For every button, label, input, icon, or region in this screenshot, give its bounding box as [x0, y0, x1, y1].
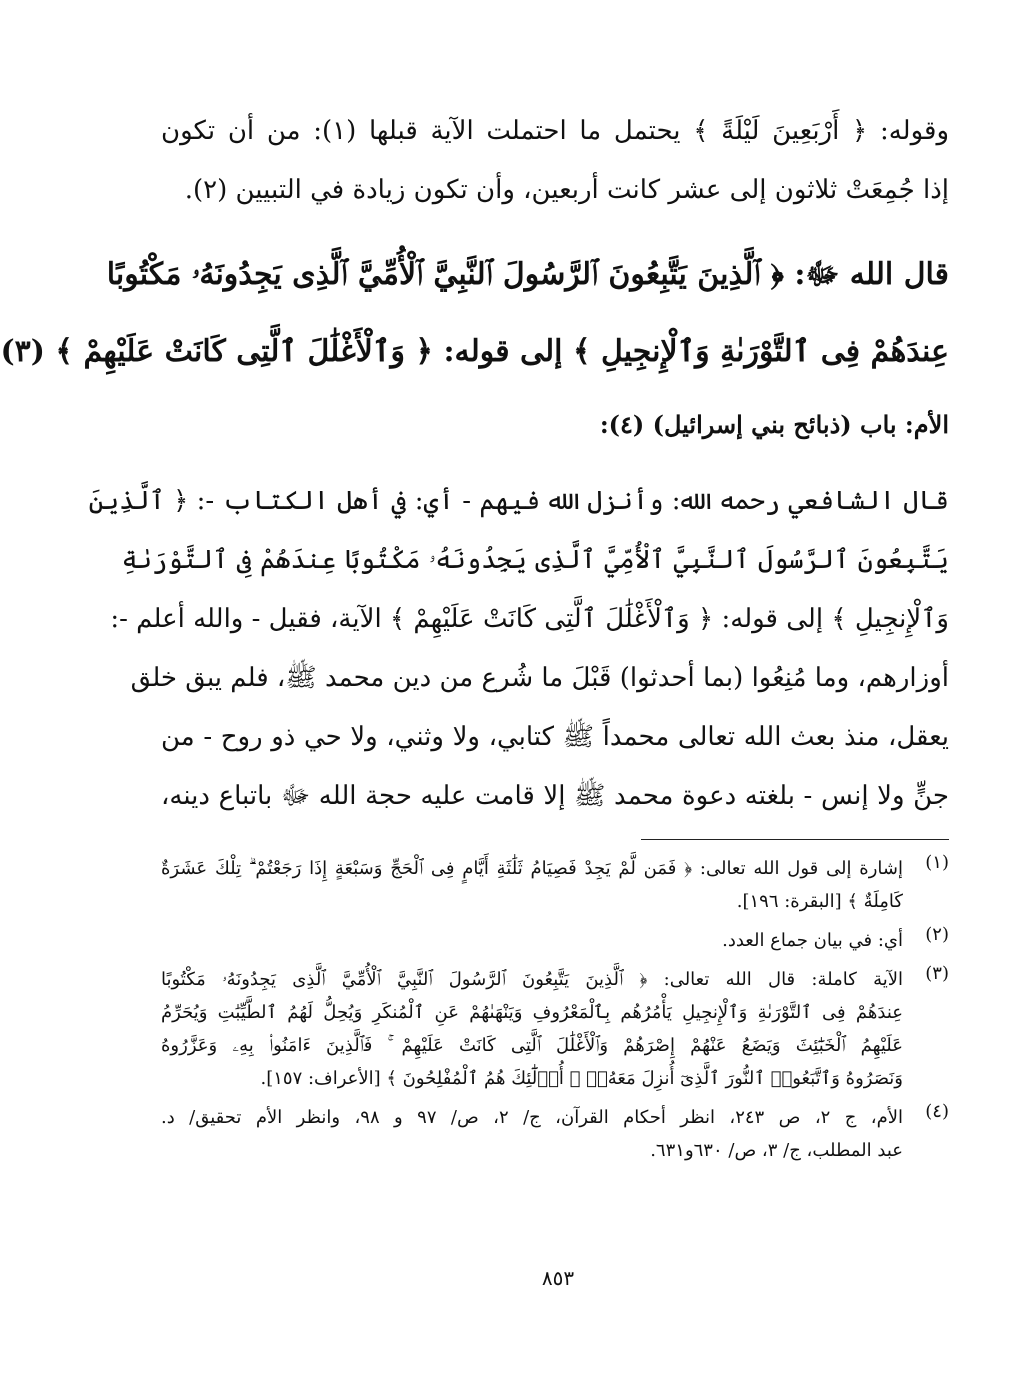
footnotes — [161, 852, 949, 1167]
section-heading — [161, 398, 949, 452]
footnote-line: عِندَهُمْ فِى ٱلتَّوْرَىٰةِ وَٱلْإِنجِيلِ يَأْمُرُهُم بِٱلْمَعْرُوفِ وَيَنْهَىٰهُمْ عَنِ ٱلْمُنكَرِ وَيُحِلُّ لَهُمُ ٱلطَّيِّبَٰتِ وَيُحَرِّمُ — [161, 1002, 903, 1023]
footnote-number: (٣) — [925, 963, 949, 984]
footnote-2 — [161, 924, 949, 957]
text-line: إذا جُمِعَتْ ثلاثون إلى عشر كانت أربعين، وأن تكون زيادة في التبيين (٢). — [184, 175, 949, 205]
text-line: يَتَّبِعُونَ ٱلرَّسُولَ ٱلنَّبِيَّ ٱلْأُمِّيَّ ٱلَّذِى يَجِدُونَهُۥ مَكْتُوبًا عِندَهُمْ فِى ٱلتَّوْرَىٰةِ — [121, 545, 949, 575]
quoted-verse — [0, 236, 949, 390]
text-line: وقوله: ﴿ أَرْبَعِينَ لَيْلَةً ﴾ يحتمل ما احتملت الآية قبلها (١): من أن تكون — [161, 116, 949, 146]
heading-line: الأم: باب (ذبائح بني إسرائيل) (٤): — [599, 410, 949, 439]
paragraph-forty-nights — [161, 102, 949, 220]
footnote-number: (٤) — [925, 1101, 949, 1122]
text-line: يعقل، منذ بعث الله تعالى محمداً ﷺ كتابي، ولا وثني، ولا حي ذو روح - من — [161, 722, 949, 752]
verse-line: قال الله ﷻ: ﴿ ٱلَّذِينَ يَتَّبِعُونَ ٱلرَّسُولَ ٱلنَّبِيَّ ٱلْأُمِّيَّ ٱلَّذِى يَجِدُونَهُۥ مَكْتُوبًا — [106, 257, 949, 292]
page-number: ٨٥٣ — [541, 1266, 575, 1290]
footnote-line: عبد المطلب، ج/ ٣، ص/ ٦٣٠و٦٣١. — [650, 1140, 903, 1161]
footnote-line: أي: في بيان جماع العدد. — [722, 930, 903, 951]
text-line: قال الشافعي رحمه الله: وأنزل الله فيهم - أي: في أهل الكتاب -: ﴿ ٱلَّذِينَ — [88, 486, 949, 516]
footnote-number: (٢) — [925, 924, 949, 945]
footnote-line: كَامِلَةٌ ﴾ [البقرة: ١٩٦]. — [736, 891, 903, 912]
text-line: وَٱلْإِنجِيلِ ﴾ إلى قوله: ﴿ وَٱلْأَغْلَٰلَ ٱلَّتِى كَانَتْ عَلَيْهِمْ ﴾ الآية، فقيل - والله أعلم -: — [110, 604, 949, 634]
footnote-4 — [161, 1101, 949, 1167]
footnote-line: الأم، ج ٢، ص ٢٤٣، انظر أحكام القرآن، ج/ ٢، ص/ ٩٧ و ٩٨، وانظر الأم تحقيق/ د. — [161, 1107, 903, 1128]
main-text — [0, 102, 949, 826]
footnote-line: إشارة إلى قول الله تعالى: ﴿ فَمَن لَّمْ يَجِدْ فَصِيَامُ ثَلَٰثَةِ أَيَّامٍ فِى ٱلْحَجِّ وَسَبْعَةٍ إِذَا رَجَعْتُمْ ۗ تِلْكَ عَشَرَةٌ — [161, 858, 903, 879]
footnote-separator — [641, 839, 949, 840]
footnote-3 — [161, 963, 949, 1095]
footnote-1 — [161, 852, 949, 918]
footnote-line: عَلَيْهِمُ ٱلْخَبَٰٓئِثَ وَيَضَعُ عَنْهُمْ إِصْرَهُمْ وَٱلْأَغْلَٰلَ ٱلَّتِى كَانَتْ عَلَيْهِمْ ۚ فَٱلَّذِينَ ءَامَنُوا۟ بِهِۦ وَعَزَّرُوهُ — [161, 1035, 903, 1056]
footnote-line: وَنَصَرُوهُ وَٱتَّبَعُوا۟ ٱلنُّورَ ٱلَّذِىٓ أُنزِلَ مَعَهُۥٓ ۙ أُو۟لَٰٓئِكَ هُمُ ٱلْمُفْلِحُونَ ﴾ [الأعراف: ١٥٧]. — [260, 1068, 903, 1089]
footnote-line: الآية كاملة: قال الله تعالى: ﴿ ٱلَّذِينَ يَتَّبِعُونَ ٱلرَّسُولَ ٱلنَّبِيَّ ٱلْأُمِّيَّ ٱلَّذِى يَجِدُونَهُۥ مَكْتُوبًا — [161, 969, 903, 990]
verse-line: عِندَهُمْ فِى ٱلتَّوْرَىٰةِ وَٱلْإِنجِيلِ ﴾ إلى قوله: ﴿ وَٱلْأَغْلَٰلَ ٱلَّتِى كَانَتْ عَلَيْهِمْ ﴾ (٣) — [0, 334, 949, 369]
paragraph-shafii — [88, 472, 949, 826]
text-line: أوزارهم، وما مُنِعُوا (بما أحدثوا) قَبْلَ ما شُرع من دين محمد ﷺ، فلم يبق خلق — [130, 663, 949, 693]
footnote-number: (١) — [925, 852, 949, 873]
text-line: جنٍّ ولا إنس - بلغته دعوة محمد ﷺ إلا قامت عليه حجة الله ﷻ باتباع دينه، — [161, 781, 949, 811]
